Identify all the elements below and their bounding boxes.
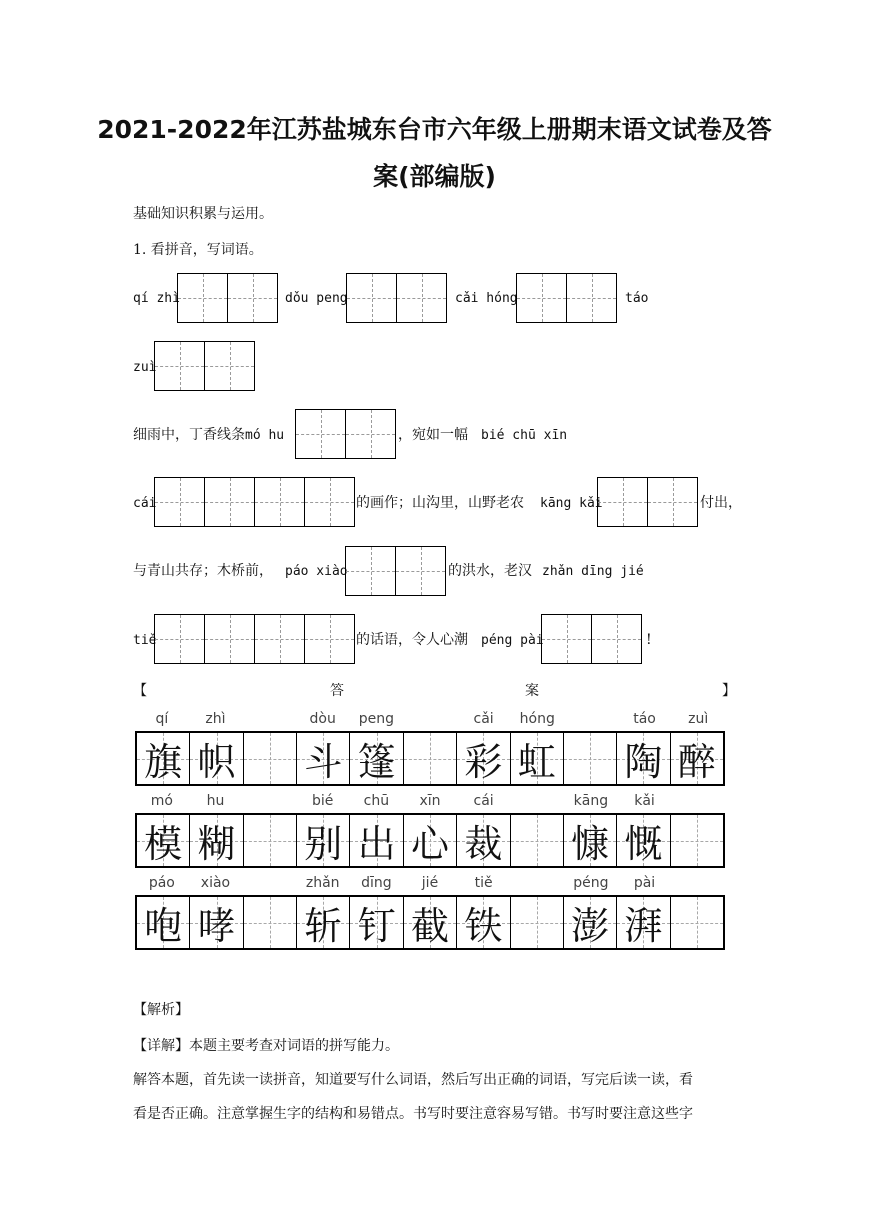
answer-pinyin: bié <box>312 793 334 809</box>
answer-pinyin: qí <box>155 711 169 727</box>
pinyin-paoxiao: páo xiào <box>285 564 348 579</box>
answer-pinyin: mó <box>150 793 173 809</box>
answer-char-cell <box>617 733 670 784</box>
answer-char-cell <box>511 897 564 948</box>
sentence-part-6: 的洪水，老汉 <box>448 563 532 579</box>
question-number: 1. 看拼音，写词语。 <box>133 242 263 258</box>
answer-char: 帜 <box>197 740 236 784</box>
pinyin-cai: cái <box>133 496 157 511</box>
sentence-part-4: 付出， <box>700 495 742 511</box>
answer-char-cell <box>244 733 297 784</box>
answer-pinyin: zhǎn <box>305 875 340 891</box>
pinyin-qizhi: qí zhì <box>133 291 180 306</box>
answer-pinyin <box>564 711 618 727</box>
answer-char-cell <box>297 897 350 948</box>
pinyin-pengpai: péng pài <box>481 633 544 648</box>
answer-row-2 <box>135 793 725 871</box>
answer-char-cell <box>404 733 457 784</box>
pinyin-tao: táo <box>625 291 649 306</box>
answer-pinyin <box>242 793 296 809</box>
answer-char-cell <box>564 897 617 948</box>
answer-char: 虹 <box>517 740 556 784</box>
answer-char: 斩 <box>304 904 343 948</box>
analysis-paragraph-line-1: 解答本题，首先读一读拼音，知道要写什么词语，然后写出正确的词语，写完后读一读，看 <box>133 1072 693 1088</box>
answer-bracket-open: 【 <box>133 683 147 699</box>
answer-pinyin: péng <box>573 875 609 891</box>
answer-char-cell <box>564 815 617 866</box>
answer-pinyin: jié <box>421 875 439 891</box>
answer-pinyin <box>510 793 564 809</box>
answer-char: 铁 <box>464 904 503 948</box>
answer-char-cell <box>190 733 243 784</box>
answer-box-doupeng[interactable] <box>346 273 447 323</box>
answer-char-cell <box>137 733 190 784</box>
answer-char-cell <box>297 733 350 784</box>
detail-label <box>133 1037 399 1055</box>
answer-box-kangkai[interactable] <box>597 477 698 527</box>
answer-char: 糊 <box>197 822 236 866</box>
answer-char: 慨 <box>624 822 663 866</box>
answer-char: 彩 <box>464 740 503 784</box>
page-title-line-1: 2021-2022年江苏盐城东台市六年级上册期末语文试卷及答 <box>97 115 772 144</box>
answer-row-1 <box>135 711 725 789</box>
answer-pinyin: dòu <box>309 711 336 727</box>
answer-char: 别 <box>304 822 343 866</box>
answer-char: 出 <box>357 822 396 866</box>
sentence-part-5: 与青山共存；木桥前， <box>133 563 273 579</box>
answer-box-caihong[interactable] <box>516 273 617 323</box>
sentence-part-3: 的画作；山沟里，山野老农 <box>356 495 524 511</box>
answer-char: 心 <box>410 822 449 866</box>
answer-pinyin: pài <box>633 875 656 891</box>
answer-char: 慷 <box>571 822 610 866</box>
answer-char: 模 <box>144 822 183 866</box>
answer-pinyin: hóng <box>519 711 555 727</box>
answer-char: 湃 <box>624 904 663 948</box>
answer-char-cell <box>511 733 564 784</box>
pinyin-mohu: mó hu <box>245 428 285 443</box>
answer-label-da: 答 <box>330 683 344 699</box>
answer-pinyin <box>510 875 564 891</box>
answer-label-an: 案 <box>525 683 539 699</box>
answer-pinyin: tiě <box>474 875 493 891</box>
answer-char-cell <box>671 733 723 784</box>
sentence-part-7: 的话语，令人心潮 <box>356 632 468 648</box>
answer-char: 陶 <box>624 740 663 784</box>
answer-pinyin: táo <box>633 711 656 727</box>
answer-pinyin: páo <box>148 875 175 891</box>
detail-text: 本题主要考查对词语的拼写能力。 <box>189 1038 399 1054</box>
answer-bracket-close: 】 <box>722 683 736 699</box>
answer-char: 篷 <box>357 740 396 784</box>
answer-char-cell <box>350 897 403 948</box>
pinyin-zhandingjie: zhǎn dīng jié <box>542 564 644 579</box>
answer-char: 澎 <box>571 904 610 948</box>
answer-pinyin: peng <box>358 711 394 727</box>
answer-char-cell <box>564 733 617 784</box>
answer-pinyin: cái <box>473 793 494 809</box>
answer-pinyin: kāng <box>573 793 609 809</box>
answer-pinyin <box>242 711 296 727</box>
pinyin-doupeng: dǒu peng <box>285 291 348 306</box>
answer-pinyin: cǎi <box>473 711 494 727</box>
sentence-part-2: ，宛如一幅 <box>398 427 468 443</box>
answer-box-mohu[interactable] <box>295 409 396 459</box>
answer-char-cell <box>404 897 457 948</box>
answer-char: 哮 <box>197 904 236 948</box>
answer-pinyin: zuì <box>688 711 709 727</box>
analysis-label: 【解析】 <box>133 1002 189 1018</box>
answer-pinyin: hu <box>206 793 225 809</box>
answer-pinyin: xīn <box>419 793 441 809</box>
answer-char-cell <box>297 815 350 866</box>
answer-char-cell <box>244 897 297 948</box>
answer-char: 斗 <box>304 740 343 784</box>
answer-char-cell <box>617 815 670 866</box>
page-title-line-2: 案(部编版) <box>373 162 496 191</box>
analysis-paragraph-line-2: 看是否正确。注意掌握生字的结构和易错点。书写时要注意容易写错。书写时要注意这些字 <box>133 1106 693 1122</box>
pinyin-caihong: cǎi hóng <box>455 291 518 306</box>
answer-char-cell <box>350 815 403 866</box>
answer-pinyin <box>671 875 725 891</box>
answer-pinyin: dīng <box>361 875 392 891</box>
answer-char-cell <box>617 897 670 948</box>
answer-pinyin: xiào <box>200 875 231 891</box>
answer-pinyin: chū <box>363 793 390 809</box>
answer-char: 醉 <box>677 740 716 784</box>
answer-char-cell <box>404 815 457 866</box>
answer-box-taozui[interactable] <box>154 341 255 391</box>
answer-char-cell <box>137 897 190 948</box>
answer-char-cell <box>671 815 723 866</box>
answer-char: 裁 <box>464 822 503 866</box>
pinyin-kangkai: kāng kǎi <box>540 496 603 511</box>
answer-char: 钉 <box>357 904 396 948</box>
answer-char: 咆 <box>144 904 183 948</box>
answer-pinyin <box>403 711 457 727</box>
answer-pinyin: kǎi <box>634 793 655 809</box>
pinyin-zui: zuì <box>133 360 157 375</box>
answer-box-zhandingjietie[interactable] <box>154 614 355 664</box>
answer-char-cell <box>511 815 564 866</box>
answer-char-cell <box>137 815 190 866</box>
pinyin-tie: tiě <box>133 633 157 648</box>
answer-row-3 <box>135 875 725 953</box>
answer-char-cell <box>457 815 510 866</box>
sentence-end: ! <box>646 632 652 648</box>
answer-char-cell <box>457 733 510 784</box>
answer-char: 旗 <box>144 740 183 784</box>
answer-char: 截 <box>410 904 449 948</box>
answer-char-cell <box>350 733 403 784</box>
detail-label-text: 【详解】 <box>133 1038 189 1054</box>
answer-pinyin: zhì <box>205 711 226 727</box>
answer-box-paoxiao[interactable] <box>345 546 446 596</box>
answer-pinyin <box>242 875 296 891</box>
sentence-part-1: 细雨中，丁香线条 <box>133 427 245 443</box>
answer-char-cell <box>671 897 723 948</box>
answer-box-pengpai[interactable] <box>541 614 642 664</box>
answer-box-biechuxincai[interactable] <box>154 477 355 527</box>
section-heading: 基础知识积累与运用。 <box>133 206 273 222</box>
answer-pinyin <box>671 793 725 809</box>
answer-box-qizhi[interactable] <box>177 273 278 323</box>
answer-char-cell <box>457 897 510 948</box>
answer-char-cell <box>190 897 243 948</box>
pinyin-biechuxin: bié chū xīn <box>481 428 568 443</box>
answer-char-cell <box>190 815 243 866</box>
answer-char-cell <box>244 815 297 866</box>
